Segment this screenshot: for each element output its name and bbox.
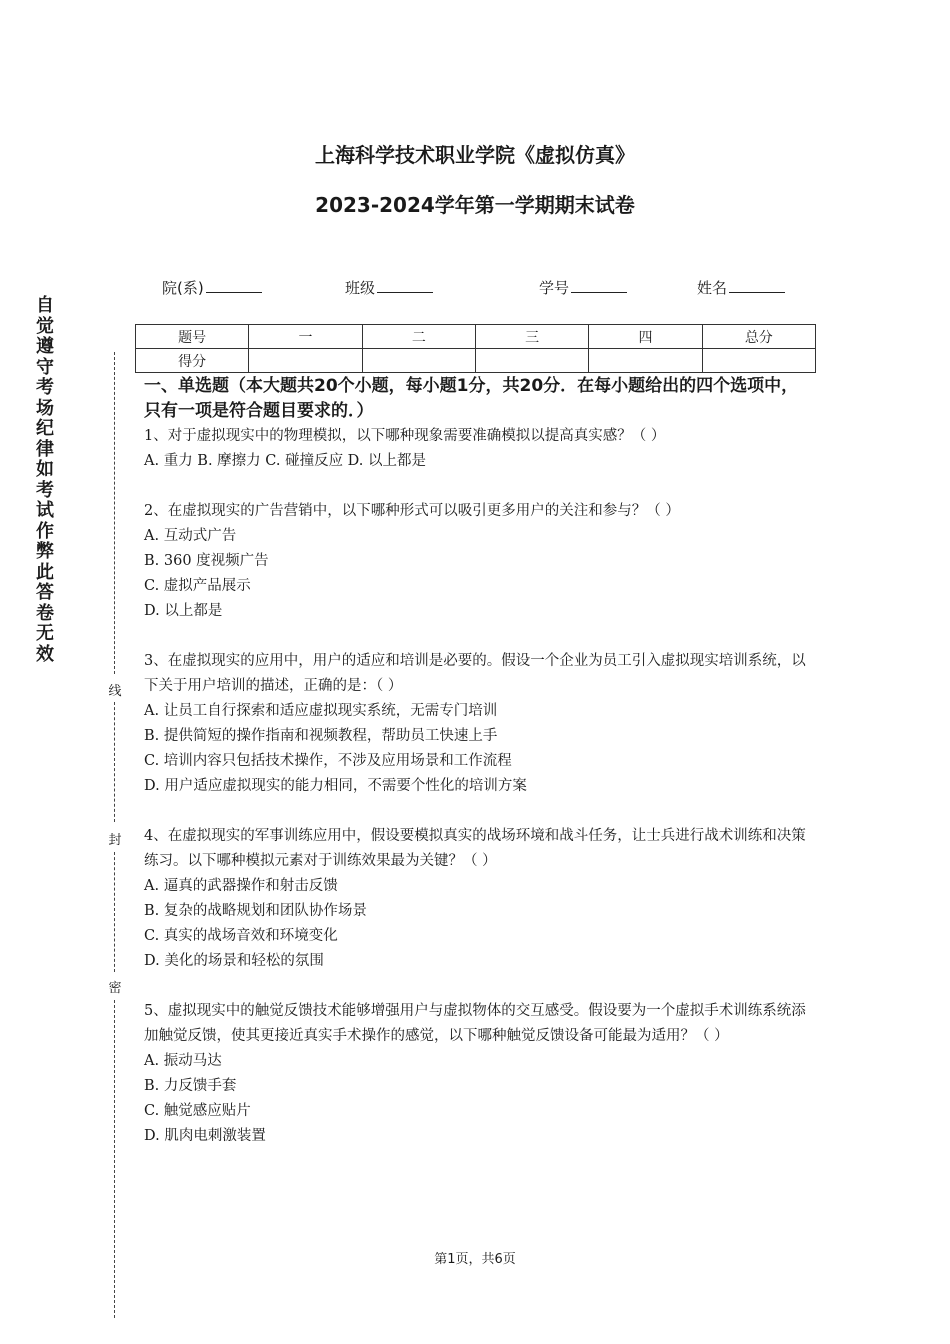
option-c[interactable]: C. 真实的战场音效和环境变化: [144, 928, 338, 944]
option-d[interactable]: D. 以上都是: [144, 603, 223, 619]
score-table-score-row: [136, 349, 816, 373]
section-heading: 一、单选题（本大题共20个小题，每小题1分，共20分．在每小题给出的四个选项中，只有一项是符合题目要求的．）: [144, 376, 799, 421]
score-table-header-row: [136, 325, 816, 349]
option-a[interactable]: A. 逼真的武器操作和射击反馈: [144, 878, 338, 894]
option-b[interactable]: B. 力反馈手套: [144, 1078, 237, 1094]
seal-line-segment: [114, 852, 115, 972]
option-b[interactable]: B. 复杂的战略规划和团队协作场景: [144, 903, 367, 919]
department-field: [162, 277, 262, 298]
score-header-cell: 题号: [136, 325, 249, 349]
score-cell[interactable]: [475, 349, 588, 373]
name-blank[interactable]: [729, 278, 785, 293]
question-stem: 2、在虚拟现实的广告营销中，以下哪种形式可以吸引更多用户的关注和参与？（ ）: [144, 503, 680, 519]
seal-line-segment: [114, 702, 115, 822]
name-field: [697, 277, 785, 298]
exam-title-line1: 上海科学技术职业学院《虚拟仿真》: [315, 143, 635, 167]
student-id-label: 学号: [539, 279, 570, 297]
option-a[interactable]: A. 互动式广告: [144, 528, 237, 544]
option-a[interactable]: A. 振动马达: [144, 1053, 222, 1069]
seal-line-segment: [114, 1000, 115, 1318]
score-row-label: 得分: [136, 349, 249, 373]
question-stem: 5、虚拟现实中的触觉反馈技术能够增强用户与虚拟物体的交互感受。假设要为一个虚拟手术训练系统添加触觉反馈，使其更接近真实手术操作的感觉，以下哪种触觉反馈设备可能最为适用？（ ）: [144, 1003, 806, 1044]
exam-title-line2: 2023-2024学年第一学期期末试卷: [315, 193, 635, 217]
score-table: [135, 324, 816, 373]
score-header-cell: 二: [362, 325, 475, 349]
question-stem: 4、在虚拟现实的军事训练应用中，假设要模拟真实的战场环境和战斗任务，让士兵进行战术训练和决策练习。以下哪种模拟元素对于训练效果最为关键？（ ）: [144, 828, 806, 869]
score-cell[interactable]: [702, 349, 815, 373]
score-header-cell: 四: [589, 325, 702, 349]
question-5: [144, 999, 814, 1149]
exam-content: [144, 374, 814, 1149]
score-header-cell: 总分: [702, 325, 815, 349]
student-id-field: [539, 277, 627, 298]
option-d[interactable]: D. 用户适应虚拟现实的能力相同，不需要个性化的培训方案: [144, 778, 527, 794]
department-label: 院(系): [162, 279, 204, 297]
seal-mark-line: 线: [108, 684, 122, 699]
score-cell[interactable]: [362, 349, 475, 373]
seal-mark-seal: 封: [108, 833, 122, 848]
option-c[interactable]: C. 虚拟产品展示: [144, 578, 251, 594]
seal-mark-secret: 密: [108, 981, 122, 996]
question-1: [144, 424, 814, 474]
class-label: 班级: [345, 279, 376, 297]
score-header-cell: 一: [249, 325, 362, 349]
student-id-blank[interactable]: [571, 278, 627, 293]
question-options-inline[interactable]: A. 重力 B. 摩擦力 C. 碰撞反应 D. 以上都是: [144, 453, 427, 469]
score-header-cell: 三: [475, 325, 588, 349]
seal-line-segment: [114, 352, 115, 674]
option-d[interactable]: D. 肌肉电刺激装置: [144, 1128, 266, 1144]
side-notice: 自觉遵守考场纪律如考试作弊此答卷无效: [36, 295, 54, 665]
department-blank[interactable]: [206, 278, 262, 293]
question-stem: 1、对于虚拟现实中的物理模拟，以下哪种现象需要准确模拟以提高真实感？（ ）: [144, 428, 666, 444]
question-4: [144, 824, 814, 974]
question-2: [144, 499, 814, 624]
question-stem: 3、在虚拟现实的应用中，用户的适应和培训是必要的。假设一个企业为员工引入虚拟现实培训系统，以下关于用户培训的描述，正确的是：（ ）: [144, 653, 806, 694]
score-cell[interactable]: [249, 349, 362, 373]
question-3: [144, 649, 814, 799]
option-a[interactable]: A. 让员工自行探索和适应虚拟现实系统，无需专门培训: [144, 703, 498, 719]
option-b[interactable]: B. 360 度视频广告: [144, 553, 269, 569]
option-c[interactable]: C. 培训内容只包括技术操作，不涉及应用场景和工作流程: [144, 753, 512, 769]
option-d[interactable]: D. 美化的场景和轻松的氛围: [144, 953, 324, 969]
class-blank[interactable]: [377, 278, 433, 293]
option-b[interactable]: B. 提供简短的操作指南和视频教程，帮助员工快速上手: [144, 728, 498, 744]
option-c[interactable]: C. 触觉感应贴片: [144, 1103, 251, 1119]
class-field: [345, 277, 433, 298]
name-label: 姓名: [697, 279, 728, 297]
page-footer: 第1页，共6页: [434, 1252, 516, 1267]
score-cell[interactable]: [589, 349, 702, 373]
